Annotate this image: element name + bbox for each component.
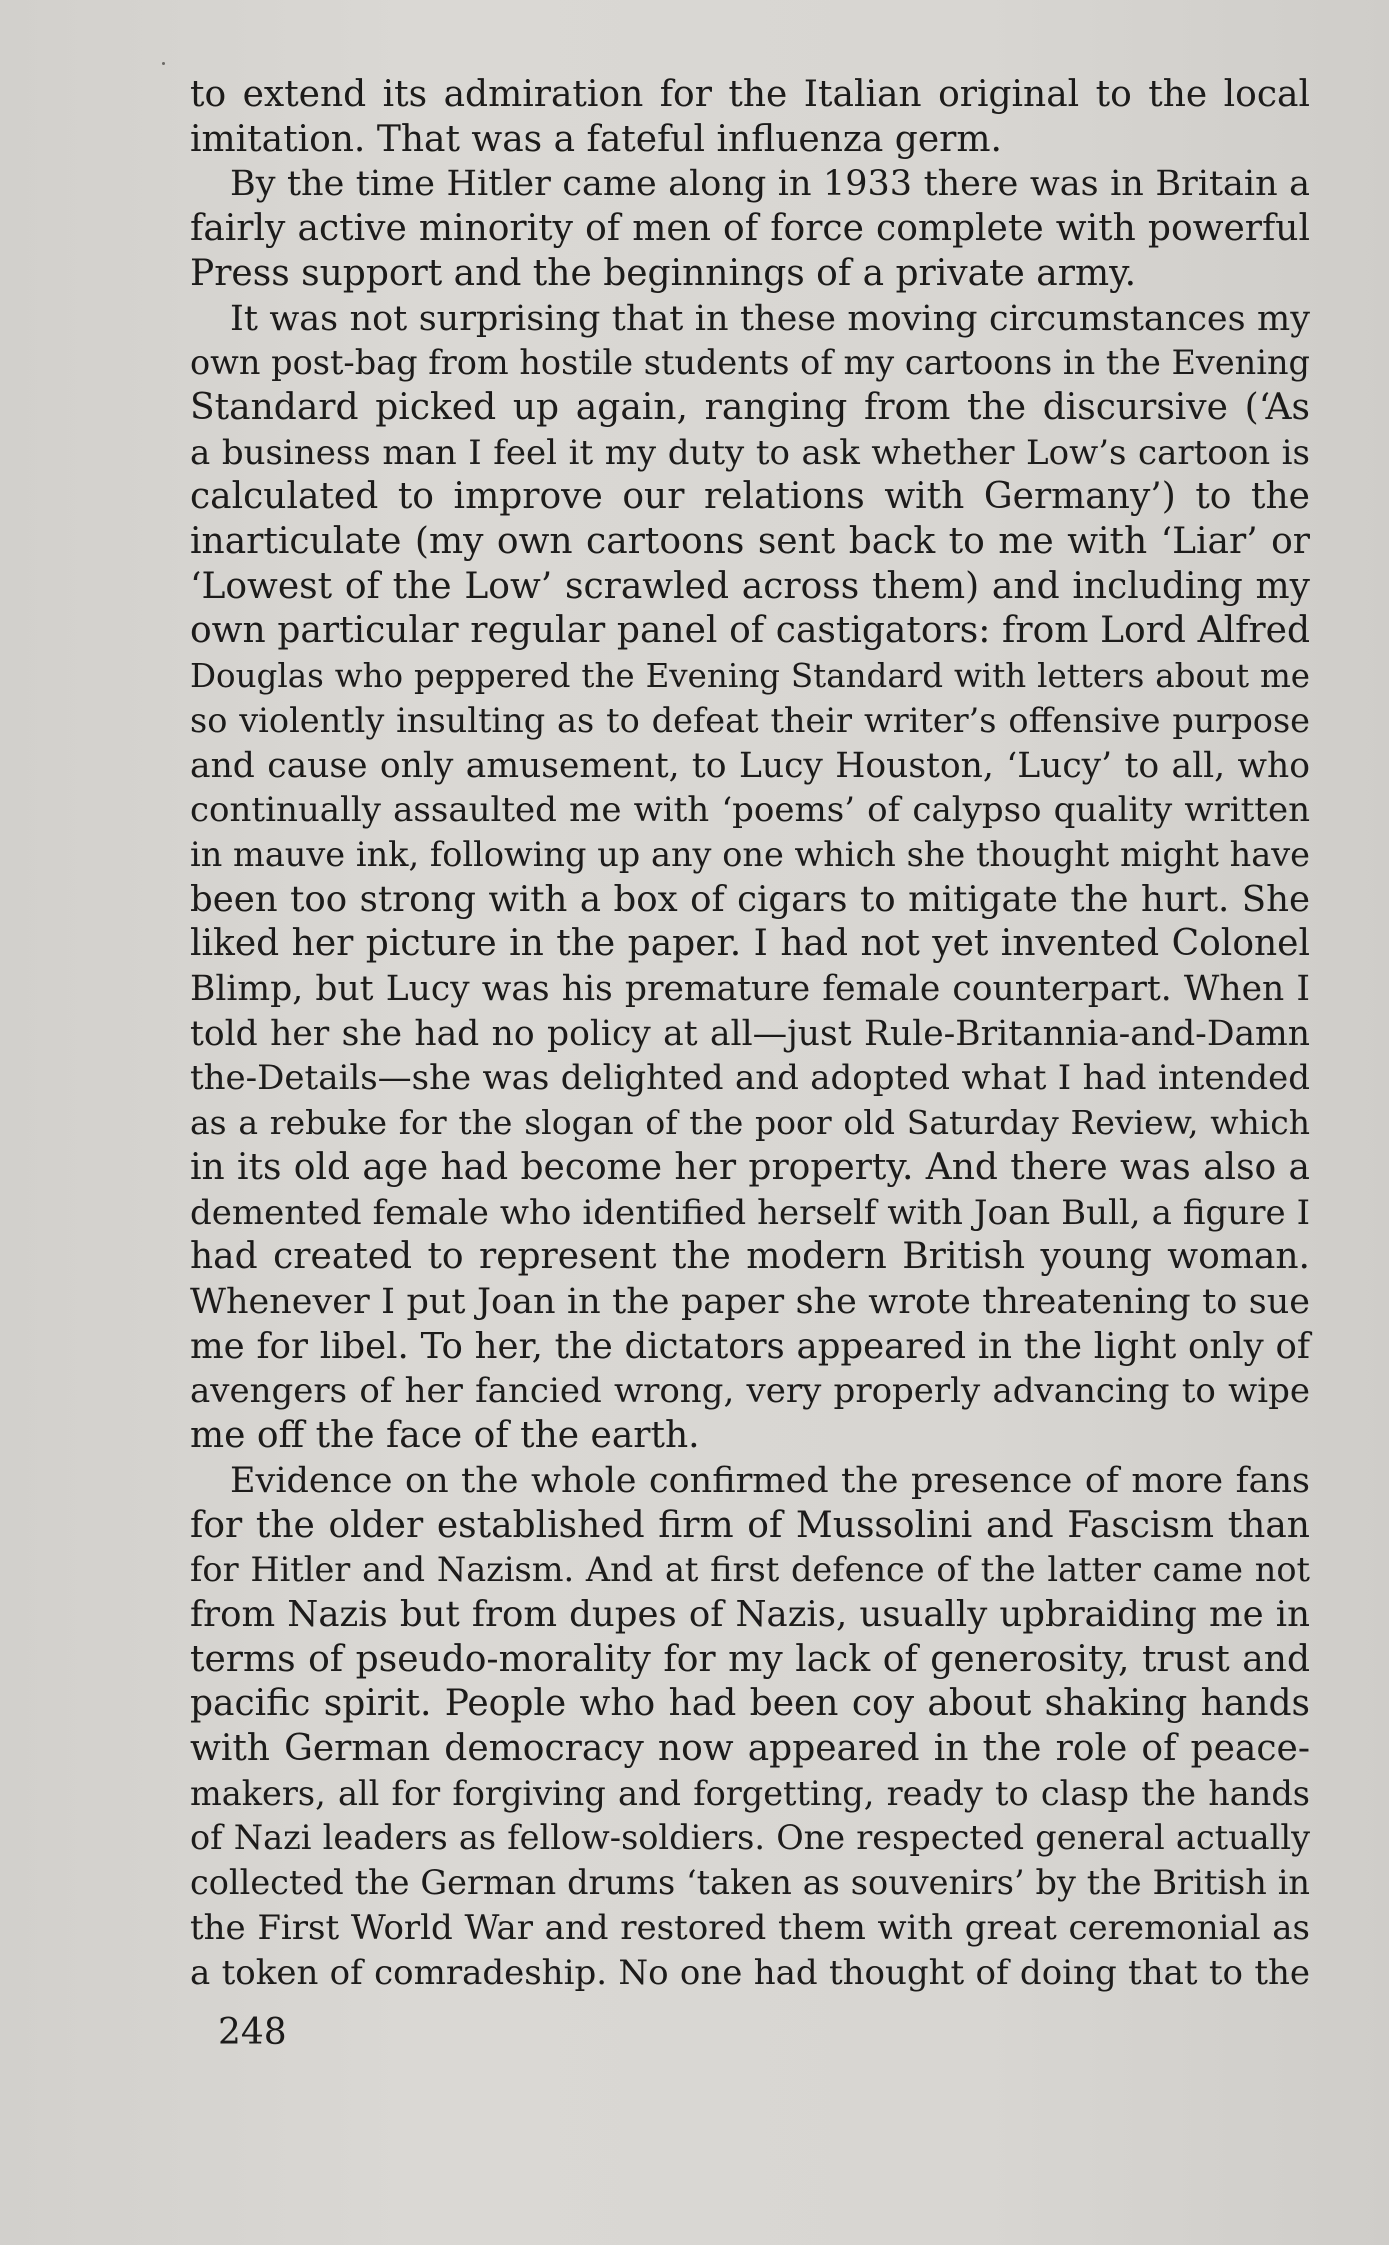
text-line: told her she had no policy at all—just Rule-Britannia-and-Damn — [190, 1013, 1310, 1054]
text-line: inarticulate (my own cartoons sent back to me with ‘Liar’ or — [190, 521, 1310, 563]
text-line: imitation. That was a fateful influenza germ. — [190, 118, 1002, 160]
text-line: own particular regular panel of castigators: from Lord Alfred — [190, 610, 1310, 652]
text-line: in mauve ink, following up any one which she thought might have — [190, 834, 1310, 874]
text-line: a business man I feel it my duty to ask whether Low’s cartoon is — [190, 432, 1310, 473]
text-line: By the time Hitler came along in 1933 there was in Britain a — [230, 164, 1310, 205]
text-line: a token of comradeship. No one had thought of doing that to the — [190, 1952, 1310, 1993]
page-speck — [162, 62, 165, 65]
text-line: as a rebuke for the slogan of the poor old Saturday Review, which — [190, 1103, 1310, 1143]
text-line: fairly active minority of men of force complete with powerful — [190, 208, 1310, 250]
text-line: Douglas who peppered the Evening Standard with letters about me — [190, 657, 1310, 696]
text-line: Evidence on the whole confirmed the presence of more fans — [230, 1460, 1310, 1501]
text-line: ‘Lowest of the Low’ scrawled across them) and including my — [190, 565, 1310, 607]
text-line: for the older established firm of Mussolini and Fascism than — [190, 1504, 1310, 1546]
text-line: of Nazi leaders as fellow-soldiers. One respected general actually — [190, 1818, 1310, 1858]
text-line: continually assaulted me with ‘poems’ of calypso quality written — [190, 790, 1310, 831]
text-line: me off the face of the earth. — [190, 1415, 700, 1457]
text-line: Press support and the beginnings of a private army. — [190, 252, 1137, 294]
text-line: makers, all for forgiving and forgetting, ready to clasp the hands — [190, 1773, 1310, 1813]
text-line: me for libel. To her, the dictators appeared in the light only of — [190, 1325, 1310, 1367]
text-line: the First World War and restored them with great ceremonial as — [190, 1907, 1310, 1948]
text-line: Blimp, but Lucy was his premature female counterpart. When I — [190, 969, 1310, 1010]
text-line: so violently insulting as to defeat their writer’s offensive purpose — [190, 700, 1310, 740]
text-line: avengers of her fancied wrong, very properly advancing to wipe — [190, 1371, 1310, 1412]
text-line: demented female who identified herself with Joan Bull, a figure I — [190, 1192, 1310, 1233]
text-line: the-Details—she was delighted and adopted what I had intended — [190, 1058, 1310, 1099]
text-line: It was not surprising that in these moving circumstances my — [230, 298, 1310, 339]
text-line: liked her picture in the paper. I had not yet invented Colonel — [190, 923, 1310, 965]
text-line: been too strong with a box of cigars to mitigate the hurt. She — [190, 878, 1310, 920]
text-line: to extend its admiration for the Italian original to the local — [190, 74, 1310, 115]
text-line: in its old age had become her property. And there was also a — [190, 1146, 1310, 1188]
body-text — [190, 73, 1310, 1995]
text-line: Whenever I put Joan in the paper she wrote threatening to sue — [190, 1281, 1310, 1322]
text-line: own post-bag from hostile students of my cartoons in the Evening — [190, 343, 1310, 383]
text-line: from Nazis but from dupes of Nazis, usually upbraiding me in — [190, 1593, 1310, 1635]
page-number: 248 — [218, 2012, 287, 2053]
text-line: with German democracy now appeared in the role of peace- — [190, 1728, 1310, 1770]
text-line: collected the German drums ‘taken as souvenirs’ by the British in — [190, 1863, 1310, 1903]
text-line: calculated to improve our relations with Germany’) to the — [190, 476, 1310, 518]
text-line: and cause only amusement, to Lucy Houston, ‘Lucy’ to all, who — [190, 745, 1310, 786]
text-line: had created to represent the modern British young woman. — [190, 1236, 1310, 1278]
text-line: terms of pseudo-morality for my lack of generosity, trust and — [190, 1638, 1310, 1680]
text-line: for Hitler and Nazism. And at first defence of the latter came not — [190, 1550, 1310, 1590]
text-line: Standard picked up again, ranging from the discursive (‘As — [190, 386, 1310, 428]
text-line: pacific spirit. People who had been coy about shaking hands — [190, 1683, 1310, 1725]
